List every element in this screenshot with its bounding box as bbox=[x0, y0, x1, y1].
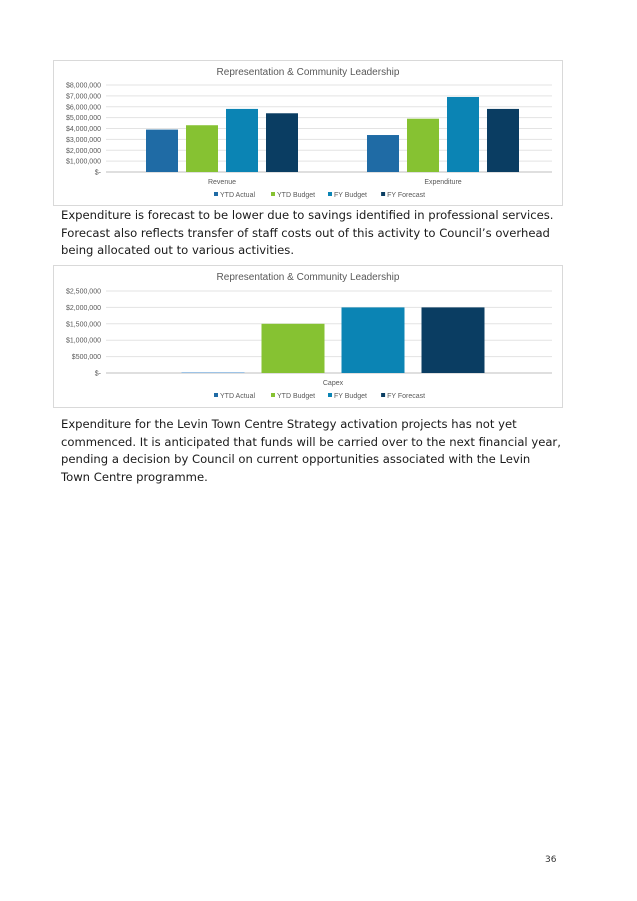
chart-title: Representation & Community Leadership bbox=[216, 67, 400, 78]
category-label: Expenditure bbox=[424, 179, 462, 186]
legend-swatch bbox=[271, 393, 275, 397]
y-tick-label: $- bbox=[94, 370, 101, 378]
legend-swatch bbox=[214, 192, 218, 196]
bar-ytd-actual-capex bbox=[182, 372, 245, 373]
capex-chart bbox=[53, 265, 563, 408]
legend-entry: FY Budget bbox=[334, 393, 367, 400]
chart-title: Representation & Community Leadership bbox=[216, 272, 400, 283]
bar-fy-budget-revenue bbox=[226, 109, 258, 172]
bar-ytd-actual-revenue bbox=[146, 130, 178, 172]
revenue-expenditure-chart-svg bbox=[54, 61, 562, 205]
legend-swatch bbox=[271, 192, 275, 196]
page-number: 36 bbox=[545, 855, 557, 865]
legend-entry: YTD Budget bbox=[277, 192, 316, 199]
expenditure-commentary: Expenditure is forecast to be lower due to savings identified in professional services. Forecast also reflects transfer of staff costs out of this activity to Council’s overhead being allocated out to various activities. bbox=[61, 208, 554, 257]
bar-ytd-budget-revenue bbox=[186, 125, 218, 172]
y-tick-label: $2,500,000 bbox=[65, 288, 101, 296]
legend-swatch bbox=[328, 192, 332, 196]
bar-fy-budget-capex bbox=[342, 307, 405, 373]
bar-fy-forecast-capex bbox=[422, 307, 485, 373]
bar-ytd-budget-expenditure bbox=[407, 119, 439, 172]
revenue-expenditure-chart bbox=[53, 60, 563, 206]
legend-swatch bbox=[328, 393, 332, 397]
category-label: Capex bbox=[322, 380, 344, 387]
y-tick-label: $2,000,000 bbox=[65, 147, 101, 155]
bar-ytd-budget-capex bbox=[262, 324, 325, 373]
bar-ytd-actual-expenditure bbox=[367, 135, 399, 172]
capex-chart-svg bbox=[54, 266, 562, 407]
legend-entry: YTD Actual bbox=[220, 192, 256, 199]
y-tick-label: $2,000,000 bbox=[65, 304, 101, 312]
legend-swatch bbox=[381, 393, 385, 397]
y-tick-label: $1,000,000 bbox=[65, 337, 101, 345]
category-label: Revenue bbox=[207, 179, 237, 186]
legend-entry: FY Forecast bbox=[387, 393, 426, 400]
legend-entry: FY Forecast bbox=[387, 192, 426, 199]
legend-entry: FY Budget bbox=[334, 192, 367, 199]
legend-swatch bbox=[214, 393, 218, 397]
y-tick-label: $3,000,000 bbox=[65, 136, 101, 144]
y-tick-label: $500,000 bbox=[71, 354, 101, 362]
bar-fy-budget-expenditure bbox=[447, 97, 479, 172]
y-tick-label: $8,000,000 bbox=[65, 82, 101, 90]
y-tick-label: $- bbox=[94, 169, 101, 177]
y-tick-label: $1,500,000 bbox=[65, 321, 101, 329]
bar-fy-forecast-expenditure bbox=[487, 109, 519, 172]
y-tick-label: $4,000,000 bbox=[65, 126, 101, 133]
legend-swatch bbox=[381, 192, 385, 196]
bar-fy-forecast-revenue bbox=[266, 113, 298, 172]
y-tick-label: $7,000,000 bbox=[65, 93, 101, 101]
legend-entry: YTD Budget bbox=[277, 393, 316, 400]
y-tick-label: $5,000,000 bbox=[65, 115, 101, 123]
y-tick-label: $1,000,000 bbox=[65, 158, 101, 166]
legend-entry: YTD Actual bbox=[220, 393, 256, 400]
capex-commentary: Expenditure for the Levin Town Centre Strategy activation projects has not yet commenced. It is anticipated that funds will be carried over to the next financial year, pending a decision by Council on current opportunities associated with the Levin Town Centre programme. bbox=[61, 417, 561, 484]
y-tick-label: $6,000,000 bbox=[65, 104, 101, 112]
